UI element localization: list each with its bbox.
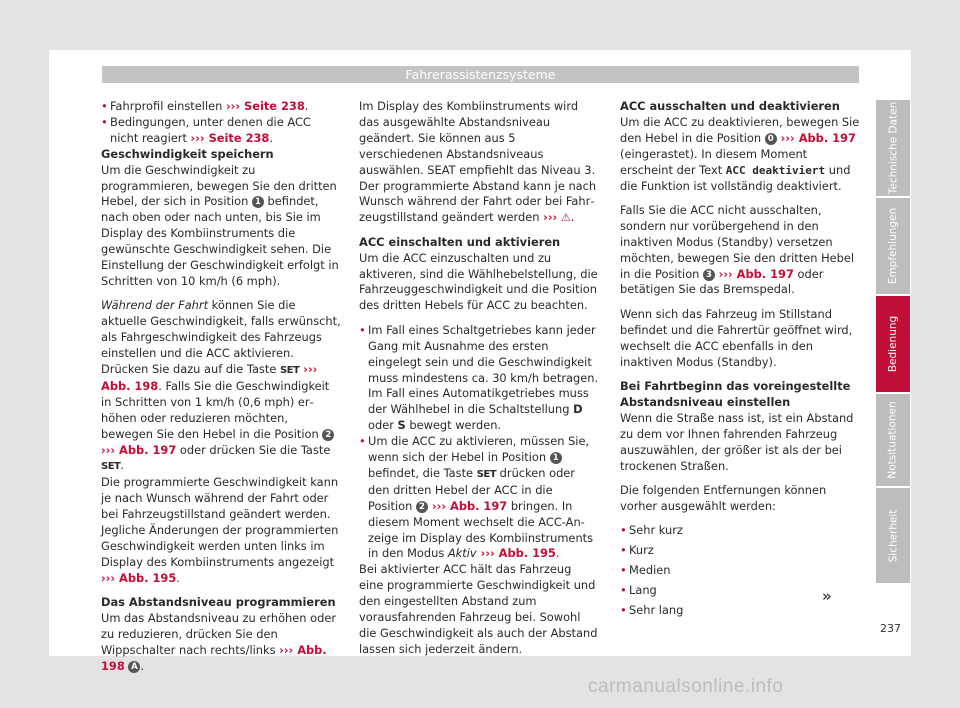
set-key-icon: SET [101, 461, 121, 473]
figure-ref-link[interactable]: ››› Abb. 195 [476, 546, 556, 561]
list-item: • Sehr lang [620, 603, 860, 619]
display-text: ACC deaktiviert [725, 163, 826, 177]
paragraph: Um das Abstandsniveau zu erhöhen oder zu reduzieren, drücken Sie den Wippschalter nach rechts/links ››› Abb. 198 A . [101, 611, 337, 673]
bullet-bedingungen: • Bedingungen, unter denen die ACC nicht reagiert ››› Seite 238. [101, 115, 341, 147]
paragraph: Bei aktivierter ACC hält das Fahrzeug eine programmierte Geschwindigkeit und den eingestellten Abstand zum vorausfahrenden Fahrzeug bei. Sowohl die Geschwindigkeit als auch der Abstand lassen sich jederzeit ändern. [359, 562, 598, 656]
bullet-fahrprofil: • Fahrprofil einstellen ››› Seite 238. [101, 99, 341, 115]
bullet-acc-aktivieren: • Um die ACC zu aktivieren, müssen Sie, wenn sich der Hebel in Position 1 befindet, die Taste SET drücken oder den dritten Hebel der ACC in die Position 2 ››› Abb. 197 bringen. In diesem Moment wechselt die ACC-Anzeige im Display des Kombiinstruments in den Modus Aktiv ››› Abb. 195. [359, 434, 599, 562]
position-marker: 1 [550, 452, 562, 464]
position-marker: 1 [252, 196, 264, 208]
paragraph: Um die ACC zu deaktivieren, bewegen Sie den Hebel in die Position 0 ››› Abb. 197 (eingerastet). In diesem Moment erscheint der Text ACC deaktiviert und die Funktion ist vollständig deaktiviert. [620, 114, 860, 193]
figure-ref-link[interactable]: ››› Abb. 198 [101, 362, 318, 393]
text-column-2 [359, 99, 599, 666]
paragraph: Falls Sie die ACC nicht ausschalten, sondern nur vorübergehend in den inaktiven Modus (Standby) versetzen möchten, bewegen Sie den dritten Hebel in die Position 3 ››› Abb. 197 oder betätigen Sie das Bremspedal. [620, 202, 855, 297]
set-key-icon: SET [279, 365, 300, 376]
list-item: • Kurz [620, 543, 860, 559]
position-marker: 0 [765, 133, 777, 145]
list-item: • Medien [620, 563, 860, 579]
figure-ref-link[interactable]: ››› Abb. 197 [718, 266, 794, 281]
page-ref-link[interactable]: ››› Seite 238 [190, 130, 270, 145]
figure-ref-link[interactable]: ››› Abb. 197 [427, 498, 508, 513]
page-number: 237 [880, 622, 901, 635]
paragraph: Die folgenden Entfernungen können vorher ausgewählt werden: [620, 482, 827, 513]
paragraph: Um die Geschwindigkeit zu programmieren, bewegen Sie den dritten Hebel, der sich in Position 1 befindet, nach oben oder nach unten, bis Sie im Display des Kombiinstruments die gewünschte Geschwindigkeit sehen. Die Einstellung der Geschwindigkeit erfolgt in Schritten von 10 km/h (6 mph). [101, 162, 339, 288]
set-key-icon: SET [476, 468, 497, 480]
paragraph: Im Display des Kombiinstruments wird das ausgewählte Abstandsniveau geändert. Sie können aus 5 verschiedenen Abstandsniveaus auswählen. SEAT empfiehlt das Niveau 3. Der programmierte Abstand kann je nach Wunsch während der Fahrt oder bei Fahrzeugstillstand geändert werden ››› ⚠. [359, 99, 597, 225]
text-column-1 [101, 99, 341, 683]
tab-empfehlungen[interactable]: Empfehlungen [876, 198, 910, 294]
position-marker: 2 [416, 501, 428, 513]
list-item: • Sehr kurz [620, 523, 860, 539]
heading-acc-einschalten: ACC einschalten und aktivieren [359, 234, 561, 249]
heading-fahrtbeginn: Bei Fahrtbeginn das voreingestellte Abstandsniveau einstellen [620, 379, 851, 409]
continued-marker: » [822, 587, 832, 605]
figure-ref-link[interactable]: ››› Abb. 197 [776, 130, 856, 145]
tab-bedienung[interactable]: Bedienung [876, 296, 910, 392]
paragraph: Während der Fahrt können Sie die aktuelle Geschwindigkeit, falls erwünscht, als Fahrgeschwindigkeit des Fahrzeugs einstellen und die ACC aktivieren. Drücken Sie dazu auf die Taste SET ››› Abb. 198. Falls Sie die Geschwindigkeit in Schritten von 1 km/h (0,6 mph) erhöhen oder reduzieren möchten, bewegen Sie den Hebel in die Position 2 ››› Abb. 197 oder drücken Sie die Taste SET. [101, 298, 341, 473]
tab-technische-daten[interactable]: Technische Daten [876, 100, 910, 196]
heading-acc-ausschalten: ACC ausschalten und deaktivieren [620, 99, 840, 113]
tab-notsituationen[interactable]: Notsituationen [876, 394, 910, 486]
section-header: Fahrerassistenzsysteme [102, 66, 859, 83]
tab-sicherheit[interactable]: Sicherheit [876, 488, 910, 583]
figure-ref-link[interactable]: ››› Abb. 195 [101, 570, 177, 585]
paragraph: Wenn die Straße nass ist, ist ein Abstand zu dem vor Ihnen fahrenden Fahrzeug auszuwählen, der größer ist als der bei trockenen Straßen. [620, 410, 854, 473]
figure-ref-link[interactable]: ››› Abb. 198 [101, 642, 327, 673]
watermark-text: carmanualsonline.info [588, 676, 784, 697]
warning-ref-link[interactable]: ››› [543, 210, 558, 225]
warning-triangle-icon: ⚠ [560, 211, 571, 225]
bullet-schaltgetriebe: • Im Fall eines Schaltgetriebes kann jeder Gang mit Ausnahme des ersten eingelegt sein und die Geschwindigkeit muss mindestens ca. 30 km/h betragen. Im Fall eines Automatikgetriebes muss der Wählhebel in die Schaltstellung D oder S bewegt werden. [359, 323, 599, 434]
position-marker: 3 [703, 269, 715, 281]
text-column-3 [620, 99, 860, 623]
paragraph: Wenn sich das Fahrzeug im Stillstand befindet und die Fahrertür geöffnet wird, wechselt die ACC ebenfalls in den inaktiven Modus (Standby). [620, 306, 853, 369]
page-ref-link[interactable]: ››› Seite 238 [225, 99, 305, 113]
list-item: • Lang [620, 583, 860, 599]
position-marker: 2 [322, 429, 334, 441]
paragraph: Die programmierte Geschwindigkeit kann je nach Wunsch während der Fahrt oder bei Fahrzeugstillstand geändert werden. Jegliche Änderungen der programmierten Geschwindigkeit werden unten links im Display des Kombiinstruments angezeigt ››› Abb. 195. [101, 475, 339, 585]
position-marker: A [128, 661, 140, 673]
heading-abstandsniveau: Das Abstandsniveau programmieren [101, 595, 336, 610]
heading-geschwindigkeit-speichern: Geschwindigkeit speichern [101, 146, 274, 161]
paragraph: Um die ACC einzuschalten und zu aktiveren, sind die Wählhebelstellung, die Fahrzeuggeschwindigkeit und die Position des dritten Hebels für ACC zu beachten. [359, 250, 598, 313]
figure-ref-link[interactable]: ››› Abb. 197 [101, 442, 177, 457]
